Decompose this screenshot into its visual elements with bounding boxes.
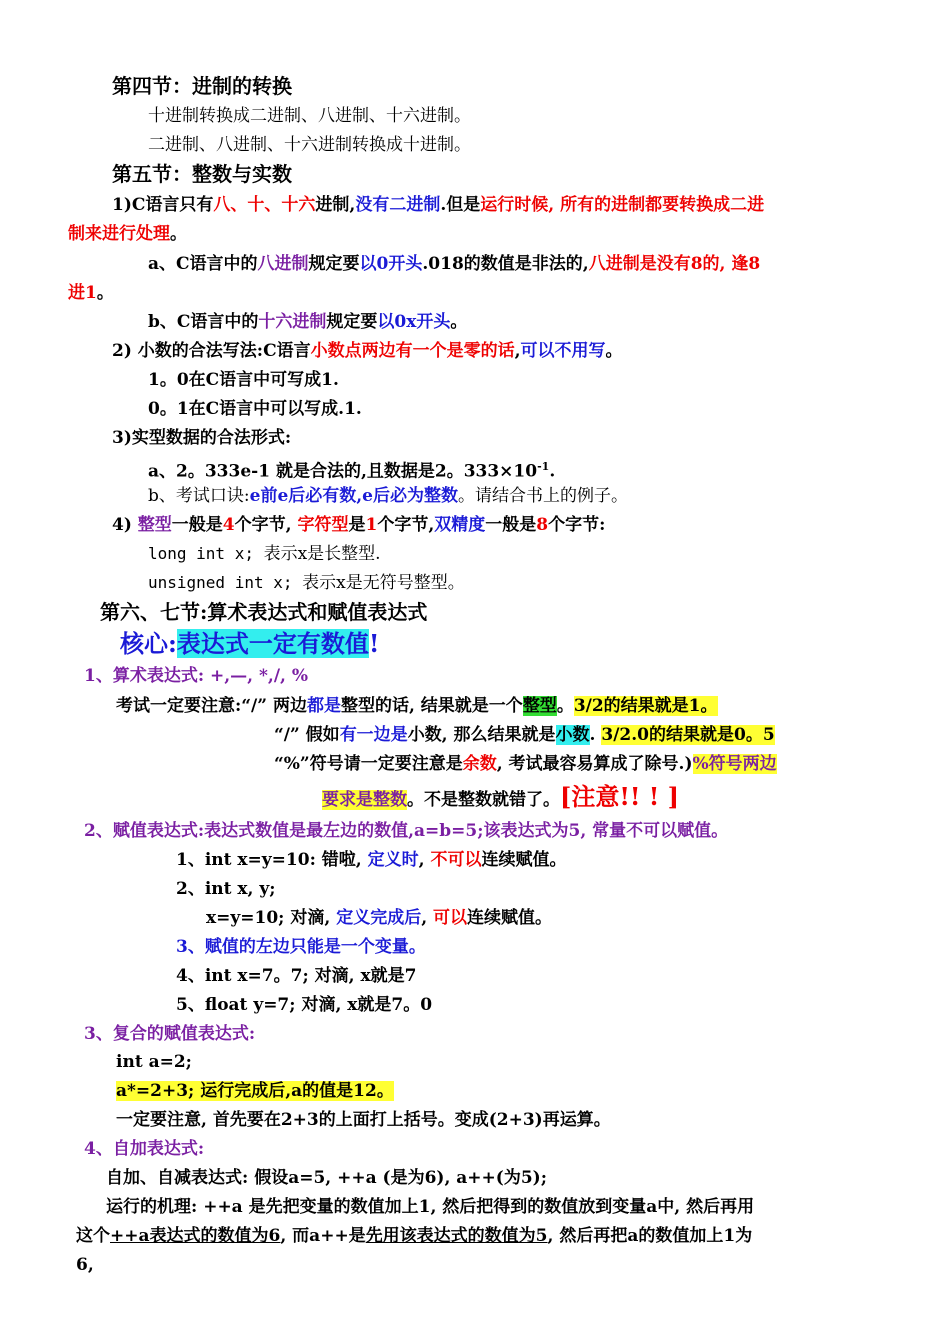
item-3-code-1: int a=2; (116, 1052, 192, 1072)
section-67-title: 第六、七节:算术表达式和赋值表达式 (100, 600, 428, 624)
item-1-title: 1、算术表达式: +,—, *,/, % (84, 666, 309, 686)
s5-para-1: 1)C语言只有八、十、十六进制,没有二进制.但是运行时候, 所有的进制都要转换成二进 (112, 195, 765, 215)
core-statement: 核心:表达式一定有数值! (120, 629, 380, 658)
item-4-line-c: 这个++a表达式的数值为6, 而a++是先用该表达式的数值为5, 然后再把a的数值加上1为 (76, 1226, 753, 1246)
item-1-line-c: “%”符号请一定要注意是余数, 考试最容易算成了除号.)%符号两边 (274, 754, 777, 774)
section-5-title: 第五节：整数与实数 (112, 162, 292, 186)
s5-para-2: 2) 小数的合法写法:C语言小数点两边有一个是零的话,可以不用写。 (112, 341, 623, 361)
item-4-line-b: 运行的机理: ++a 是先把变量的数值加上1, 然后把得到的数值放到变量a中, 然后再用 (106, 1197, 755, 1217)
item-3-title: 3、复合的赋值表达式: (84, 1024, 256, 1044)
s5-item-a: a、C语言中的八进制规定要以0开头.018的数值是非法的,八进制是没有8的, 逢8 (148, 254, 761, 274)
s5-para-3-b: b、考试口诀:e前e后必有数,e后必为整数。请结合书上的例子。 (148, 486, 628, 506)
s5-item-a-cont: 进1。 (68, 283, 114, 303)
item-1-line-d: 要求是整数。不是整数就错了。[注意!! ! ] (322, 782, 680, 811)
s5-para-2-example-1: 1。0在C语言中可写成1. (148, 370, 339, 390)
item-2-title: 2、赋值表达式:表达式数值是最左边的数值,a=b=5;该表达式为5, 常量不可以赋值。 (84, 821, 729, 841)
item-3-code-2: a*=2+3; 运行完成后,a的值是12。 (116, 1081, 394, 1101)
s5-para-3: 3)实型数据的合法形式: (112, 428, 292, 448)
s5-para-4: 4) 整型一般是4个字节, 字符型是1个字节,双精度一般是8个字节: (112, 515, 606, 535)
item-1-line-a: 考试一定要注意:“/” 两边都是整型的话, 结果就是一个整型。3/2的结果就是1。 (116, 696, 718, 716)
section-4-title: 第四节：进制的转换 (112, 74, 292, 98)
item-2-point-5: 5、float y=7; 对滴, x就是7。0 (176, 995, 433, 1015)
s5-para-2-example-2: 0。1在C语言中可以写成.1. (148, 399, 362, 419)
item-2-point-4: 4、int x=7。7; 对滴, x就是7 (176, 966, 417, 986)
item-4-line-a: 自加、自减表达式: 假设a=5, ++a (是为6), a++(为5); (106, 1168, 547, 1188)
s5-para-4-long: long int x; 表示x是长整型. (148, 544, 381, 564)
s5-para-4-unsigned: unsigned int x; 表示x是无符号整型。 (148, 573, 465, 593)
item-2-point-2b: x=y=10; 对滴, 定义完成后, 可以连续赋值。 (206, 908, 553, 928)
item-3-note: 一定要注意, 首先要在2+3的上面打上括号。变成(2+3)再运算。 (116, 1110, 611, 1130)
item-1-line-b: “/” 假如有一边是小数, 那么结果就是小数. 3/2.0的结果就是0。5 (274, 725, 775, 745)
s4-line-1: 十进制转换成二进制、八进制、十六进制。 (148, 106, 471, 126)
s5-para-1-cont: 制来进行处理。 (68, 224, 187, 244)
item-2-point-1: 1、int x=y=10: 错啦, 定义时, 不可以连续赋值。 (176, 850, 567, 870)
item-4-title: 4、自加表达式: (84, 1139, 205, 1159)
s4-line-2: 二进制、八进制、十六进制转换成十进制。 (148, 135, 471, 155)
item-2-point-3: 3、赋值的左边只能是一个变量。 (176, 937, 426, 957)
item-2-point-2: 2、int x, y; (176, 879, 276, 899)
item-4-line-d: 6, (76, 1255, 94, 1275)
s5-item-b: b、C语言中的十六进制规定要以0x开头。 (148, 312, 468, 332)
s5-para-3-a: a、2。333e-1 就是合法的,且数据是2。$333\times 10^{-1}$. (148, 460, 556, 482)
